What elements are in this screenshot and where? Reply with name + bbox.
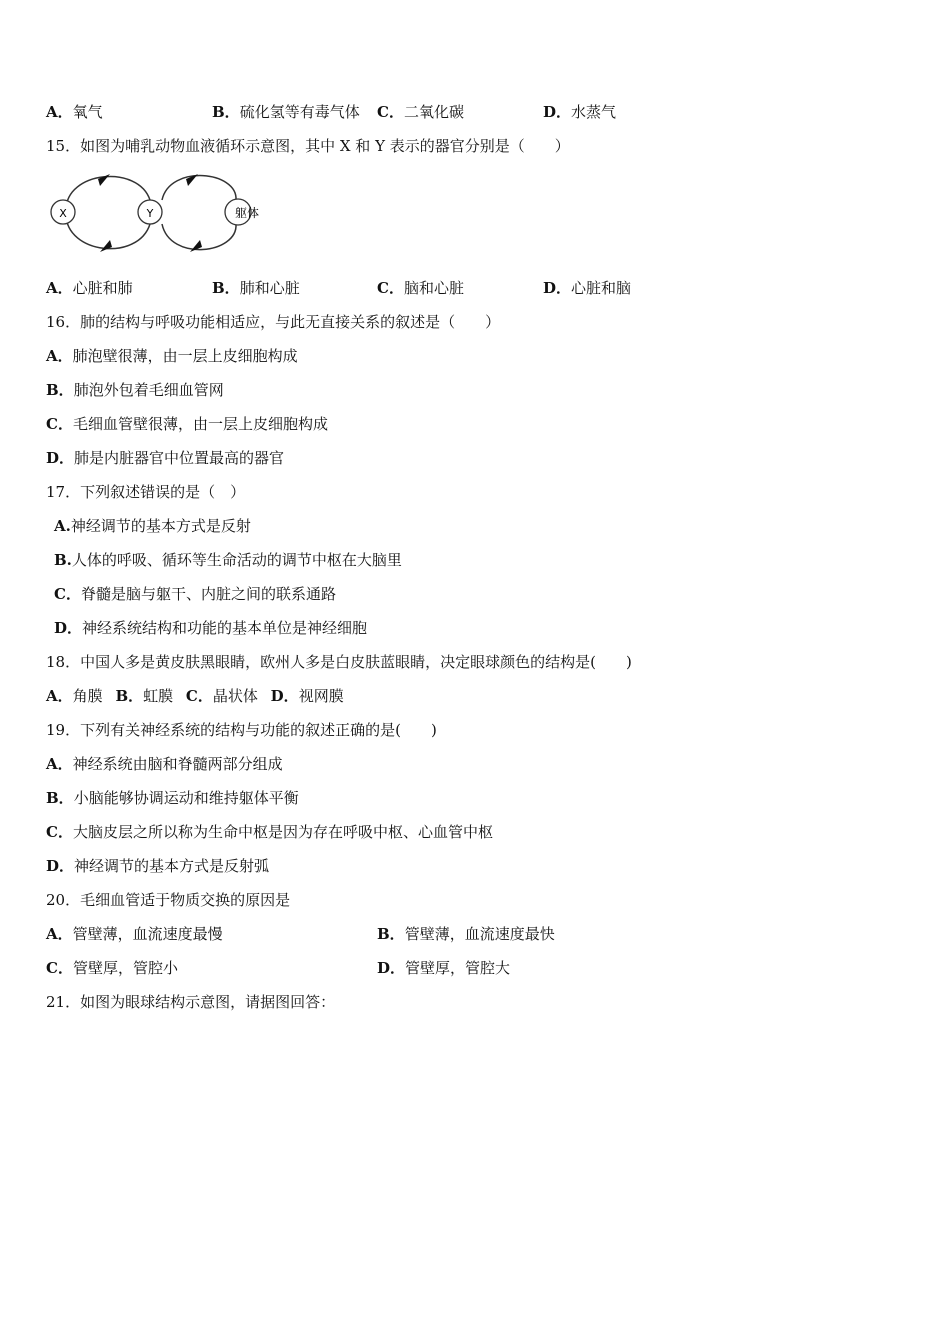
option-text: 人体的呼吸、循环等生命活动的调节中枢在大脑里	[71, 551, 402, 569]
option-label: A．	[46, 279, 73, 297]
q20-option-c	[46, 958, 178, 978]
option-label: B．	[46, 381, 74, 399]
option-label: D．	[46, 857, 75, 875]
option-text: 管壁厚，管腔大	[405, 959, 511, 977]
option-text: 脑和心脏	[403, 279, 464, 297]
option-label: A．	[46, 347, 73, 365]
option-label: D．	[54, 619, 83, 637]
q19-option-b	[46, 788, 299, 808]
option-label: A．	[46, 925, 73, 943]
q16-option-b	[46, 380, 224, 400]
q19-stem: 19．下列有关神经系统的结构与功能的叙述正确的是( )	[46, 721, 437, 739]
q16-option-c	[46, 414, 328, 434]
option-label: C．	[46, 823, 73, 841]
option-label: C．	[185, 687, 213, 705]
loop-left-top	[66, 177, 150, 210]
option-text: 心脏和肺	[72, 279, 133, 297]
option-label: D．	[270, 687, 299, 705]
option-label: C．	[54, 585, 81, 603]
option-label: C．	[377, 279, 404, 297]
q21-stem: 21．如图为眼球结构示意图，请据图回答：	[46, 993, 336, 1011]
q19-option-a	[46, 754, 283, 774]
option-label: B．	[377, 925, 405, 943]
option-text: 毛细血管壁很薄，由一层上皮细胞构成	[72, 415, 328, 433]
option-text: 心脏和脑	[571, 279, 632, 297]
option-label: C．	[46, 415, 73, 433]
option-label: B.	[54, 551, 72, 569]
option-text: 管壁薄，血流速度最慢	[72, 925, 223, 943]
option-text: 氧气	[72, 103, 103, 121]
q15-option-d	[543, 278, 631, 298]
q20-option-d	[377, 958, 510, 978]
q20-option-b	[377, 924, 555, 944]
option-text: 二氧化碳	[403, 103, 464, 121]
option-text: 水蒸气	[571, 103, 617, 121]
option-label: B．	[212, 103, 240, 121]
option-label: A．	[46, 687, 73, 705]
option-label: B．	[115, 687, 144, 705]
q16-stem: 16．肺的结构与呼吸功能相适应，与此无直接关系的叙述是（ ）	[46, 313, 501, 331]
option-label: D．	[543, 103, 572, 121]
q18-option-b	[115, 687, 173, 705]
option-text: 肺和心脏	[239, 279, 300, 297]
loop-right-top	[162, 176, 236, 200]
q17-option-c	[54, 584, 336, 604]
q17-option-b	[54, 550, 402, 570]
option-label: B．	[212, 279, 240, 297]
option-text: 小脑能够协调运动和维持躯体平衡	[73, 789, 299, 807]
circulation-diagram	[46, 166, 276, 258]
organ-x-label: X	[59, 207, 67, 220]
option-label: B．	[46, 789, 74, 807]
q14-option-b	[212, 102, 360, 122]
option-text: 脊髓是脑与躯干、内脏之间的联系通路	[80, 585, 336, 603]
option-text: 神经系统结构和功能的基本单位是神经细胞	[82, 619, 368, 637]
q17-stem: 17．下列叙述错误的是（ ）	[46, 483, 246, 501]
q19-option-d	[46, 856, 269, 876]
option-text: 虹膜	[143, 687, 174, 705]
option-text: 肺泡壁很薄，由一层上皮细胞构成	[72, 347, 298, 365]
option-label: D．	[543, 279, 572, 297]
option-label: A．	[46, 103, 73, 121]
q14-option-c	[377, 102, 464, 122]
q15-option-c	[377, 278, 464, 298]
option-label: A.	[54, 517, 71, 535]
option-text: 晶状体	[212, 687, 258, 705]
q19-option-c	[46, 822, 493, 842]
q18-option-c	[186, 687, 258, 705]
option-label: C．	[377, 103, 404, 121]
option-text: 硫化氢等有毒气体	[239, 103, 360, 121]
q16-option-d	[46, 448, 284, 468]
q17-option-a	[54, 516, 251, 536]
option-label: D．	[377, 959, 406, 977]
option-label: A．	[46, 755, 73, 773]
option-label: D．	[46, 449, 75, 467]
q18-options	[46, 686, 344, 706]
option-text: 神经调节的基本方式是反射	[70, 517, 251, 535]
option-text: 神经调节的基本方式是反射弧	[74, 857, 270, 875]
option-text: 大脑皮层之所以称为生命中枢是因为存在呼吸中枢、心血管中枢	[72, 823, 493, 841]
option-text: 肺泡外包着毛细血管网	[73, 381, 224, 399]
q14-option-d	[543, 102, 616, 122]
q18-stem: 18．中国人多是黄皮肤黑眼睛，欧州人多是白皮肤蓝眼睛，决定眼球颜色的结构是( )	[46, 653, 632, 671]
option-text: 角膜	[72, 687, 103, 705]
q16-option-a	[46, 346, 298, 366]
arrow-top-left-icon	[98, 174, 110, 186]
q15-option-b	[212, 278, 300, 298]
body-label: 躯体	[235, 206, 260, 220]
option-text: 肺是内脏器官中位置最高的器官	[74, 449, 285, 467]
option-label: C．	[46, 959, 73, 977]
option-text: 神经系统由脑和脊髓两部分组成	[72, 755, 283, 773]
option-text: 管壁薄，血流速度最快	[404, 925, 555, 943]
q18-option-a	[46, 687, 103, 705]
q15-option-a	[46, 278, 133, 298]
q20-stem: 20．毛细血管适于物质交换的原因是	[46, 891, 291, 909]
q17-option-d	[54, 618, 367, 638]
arrow-bottom-left-icon	[100, 240, 112, 252]
q18-option-d	[271, 687, 344, 705]
q15-stem: 15．如图为哺乳动物血液循环示意图，其中 X 和 Y 表示的器官分别是（ ）	[46, 137, 570, 155]
q20-option-a	[46, 924, 223, 944]
q14-option-a	[46, 102, 103, 122]
option-text: 管壁厚，管腔小	[72, 959, 178, 977]
option-text: 视网膜	[298, 687, 344, 705]
organ-y-label: Y	[146, 207, 154, 220]
